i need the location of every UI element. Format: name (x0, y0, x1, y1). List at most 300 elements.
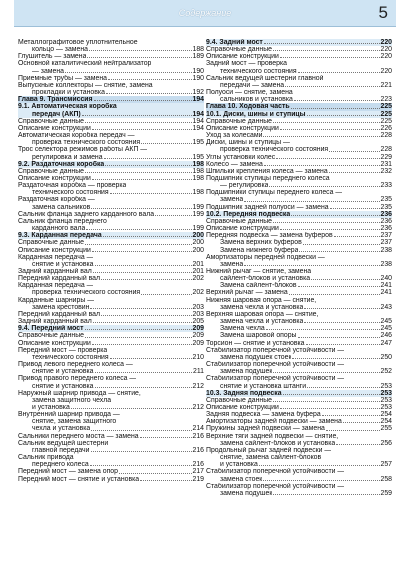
dot-leader (329, 151, 379, 152)
toc-entry-title: карданного вала (32, 225, 86, 233)
toc-entry-title: Подшипник задней полуоси — замена (206, 203, 329, 211)
toc-entry-title: технического состояния (32, 353, 109, 361)
toc-entry (18, 60, 204, 67)
toc-entry-title: Справочные данные (18, 167, 84, 175)
toc-page-number: 192 (192, 89, 204, 97)
toc-section-heading (18, 232, 204, 239)
toc-entry (18, 82, 204, 89)
toc-entry-title: и установка (220, 461, 258, 469)
toc-page-number: 225 (380, 103, 392, 111)
toc-entry (206, 268, 392, 275)
dot-leader (95, 387, 192, 388)
dot-leader (92, 344, 192, 345)
toc-page-number: 216 (192, 446, 204, 454)
toc-entry (18, 425, 204, 432)
toc-entry-title: — замена (32, 67, 65, 75)
toc-entry-title: регулировка и замена (32, 153, 103, 161)
toc-entry (18, 304, 204, 311)
dot-leader (89, 50, 191, 51)
toc-page-number: 240 (380, 275, 392, 283)
dot-leader (92, 179, 192, 180)
toc-entry-title: Справочные данные (18, 332, 84, 340)
toc-entry (206, 261, 392, 268)
toc-chapter-heading (18, 96, 204, 103)
toc-entry (206, 289, 392, 296)
toc-entry (206, 53, 392, 60)
toc-entry-title: Справочные данные (206, 117, 272, 125)
dot-leader (91, 451, 192, 452)
toc-entry-title: замена подушек стоек (220, 353, 292, 361)
toc-entry-title: 9.3. Карданная передача (18, 232, 102, 240)
toc-entry (206, 68, 392, 75)
toc-entry-title: Диски, шины и ступицы — (206, 139, 290, 147)
toc-page-number: 212 (192, 403, 204, 411)
dot-leader (106, 93, 192, 94)
toc-entry (18, 440, 204, 447)
dot-leader (155, 215, 191, 216)
toc-entry-title: Справочные данные (18, 239, 84, 247)
toc-page-number: 253 (380, 396, 392, 404)
toc-entry (18, 146, 204, 153)
dot-leader (103, 236, 192, 237)
toc-page-number: 236 (380, 210, 392, 218)
toc-entry (18, 139, 204, 146)
toc-entry (18, 247, 204, 254)
toc-page-number: 254 (380, 411, 392, 419)
toc-page-number: 202 (192, 275, 204, 283)
toc-entry (206, 368, 392, 375)
toc-entry-title: Замена шаровой опоры (220, 332, 297, 340)
toc-entry-title: Сальник фланца заднего карданного вала (18, 210, 155, 218)
header-title: Содержание (178, 8, 232, 18)
toc-entry-title: Описание конструкции (18, 246, 91, 254)
toc-entry (18, 390, 204, 397)
toc-page-number: 216 (192, 432, 204, 440)
toc-entry (18, 182, 204, 189)
toc-entry-title: Стабилизатор поперечной устойчивости — (206, 482, 345, 490)
dot-leader (343, 422, 380, 423)
toc-entry-title: Нижний рычаг — снятие, замена (206, 268, 312, 275)
dot-leader (280, 408, 380, 409)
toc-page-number: 229 (380, 153, 392, 161)
toc-entry (18, 433, 204, 440)
toc-entry (206, 96, 392, 103)
toc-entry (206, 375, 392, 382)
toc-entry-title: Торсион — снятие и установка (206, 339, 305, 347)
dot-leader (119, 473, 192, 474)
toc-entry-title: замена (220, 196, 244, 204)
toc-page-number: 235 (380, 203, 392, 211)
dot-leader (71, 408, 192, 409)
dot-leader (93, 272, 192, 273)
toc-section-heading (18, 161, 204, 168)
toc-page-number: 252 (380, 368, 392, 376)
toc-entry-title: Привод правого переднего колеса — (18, 375, 137, 383)
toc-entry-title: Стабилизатор поперечной устойчивости — (206, 375, 345, 383)
toc-page-number: 212 (192, 382, 204, 390)
dot-leader (266, 329, 380, 330)
toc-section-heading (206, 211, 392, 218)
toc-page-number: 198 (192, 167, 204, 175)
toc-entry (206, 454, 392, 461)
toc-entry (206, 189, 392, 196)
toc-entry-title: замена крестовин (32, 303, 90, 311)
toc-entry-title: Сальник привода (18, 454, 74, 462)
toc-page-number: 238 (380, 260, 392, 268)
toc-entry-title: замена сальников (32, 203, 91, 211)
dot-leader (95, 265, 192, 266)
toc-page-number: 220 (380, 46, 392, 54)
dot-leader (110, 358, 192, 359)
dot-leader (264, 43, 380, 44)
toc-page-number: 254 (380, 418, 392, 426)
toc-page-number: 190 (192, 67, 204, 75)
toc-entry (18, 39, 204, 46)
dot-leader (280, 57, 380, 58)
toc-page-number: 221 (380, 81, 392, 89)
toc-entry-title: Задний мост — проверка (206, 60, 287, 68)
toc-entry-title: Карданные шарниры — (18, 296, 95, 304)
toc-page-number: 241 (380, 289, 392, 297)
toc-entry-title: замена сайлент-блоков и установка (220, 439, 336, 447)
toc-entry-title: Раздаточная коробка — проверка (18, 182, 127, 190)
dot-leader (306, 344, 380, 345)
toc-entry (206, 46, 392, 53)
toc-page-number: 236 (380, 217, 392, 225)
toc-entry (206, 476, 392, 483)
dot-leader (110, 193, 192, 194)
toc-page-number: 220 (380, 67, 392, 75)
toc-page-number: 255 (380, 425, 392, 433)
toc-entry (206, 461, 392, 468)
dot-leader (273, 494, 379, 495)
toc-entry (18, 332, 204, 339)
toc-entry-title: сайлент-блоков и установка (220, 275, 311, 283)
dot-leader (273, 372, 379, 373)
toc-entry (206, 383, 392, 390)
toc-entry (18, 261, 204, 268)
toc-entry (18, 340, 204, 347)
dot-leader (273, 122, 380, 123)
toc-page-number: 259 (380, 489, 392, 497)
toc-entry-title: Замена нижнего буфера (220, 246, 299, 254)
toc-entry (206, 447, 392, 454)
toc-entry (206, 196, 392, 203)
dot-leader (291, 215, 379, 216)
toc-entry (18, 89, 204, 96)
toc-entry-title: Задний карданный вал (18, 268, 92, 275)
toc-page-number: 228 (380, 146, 392, 154)
toc-page-number: 238 (380, 246, 392, 254)
toc-entry (206, 225, 392, 232)
toc-entry-title: Металлографитовое уплотнительное (18, 39, 138, 46)
toc-entry (206, 397, 392, 404)
toc-page-number: 199 (192, 210, 204, 218)
toc-entry (18, 461, 204, 468)
toc-entry-title: Задний карданный вал (18, 318, 92, 326)
dot-leader (311, 279, 379, 280)
toc-entry-title: Передний мост — проверка (18, 346, 108, 354)
toc-entry-title: снятие и установка штанги (220, 382, 307, 390)
toc-page-number: 188 (192, 46, 204, 54)
toc-entry-title: 9.2. Раздаточная коробка (18, 160, 105, 168)
toc-entry-title: Наружный шарнир привода — снятие, (18, 389, 141, 397)
toc-entry (18, 361, 204, 368)
toc-entry (206, 118, 392, 125)
dot-leader (263, 136, 379, 137)
dot-leader (334, 236, 380, 237)
toc-entry-title: Подшипник ступицы переднего колеса (206, 174, 330, 182)
toc-entry (18, 375, 204, 382)
toc-entry-title: Привод левого переднего колеса — (18, 361, 133, 369)
page-number: 5 (378, 3, 388, 22)
toc-entry (18, 46, 204, 53)
dot-leader (101, 279, 191, 280)
toc-entry-title: Передний мост — замена опор (18, 468, 118, 476)
toc-entry-title: Уход за колесами (206, 132, 263, 140)
dot-leader (95, 372, 192, 373)
toc-entry-title: Передний карданный вал (18, 275, 101, 283)
toc-entry-title: Основной каталитический нейтрализатор (18, 60, 152, 68)
toc-page-number: 225 (380, 117, 392, 125)
toc-entry-title: Глава 10. Ходовая часть (206, 103, 290, 111)
toc-entry-title: проверка технического состояния (220, 146, 329, 154)
dot-leader (65, 72, 191, 73)
toc-entry (206, 175, 392, 182)
toc-entry (206, 404, 392, 411)
toc-entry (206, 440, 392, 447)
toc-page-number: 201 (192, 260, 204, 268)
toc-entry-title: 9.1. Автоматическая коробка (18, 103, 117, 111)
toc-page-number: 245 (380, 325, 392, 333)
toc-entry (18, 218, 204, 225)
toc-entry-title: Сальник ведущей шестерни (18, 439, 109, 447)
toc-entry-title: Раздаточная коробка — (18, 196, 95, 204)
toc-entry-title: снятие, замена сайлент-блоков (220, 454, 322, 462)
toc-page-number: 228 (380, 132, 392, 140)
toc-entry-title: передачи — замена (220, 81, 285, 89)
toc-entry-title: замена чехла и установка (220, 303, 304, 311)
toc-entry (18, 168, 204, 175)
dot-leader (283, 394, 380, 395)
toc-entry (206, 89, 392, 96)
dot-leader (280, 129, 380, 130)
dot-leader (298, 337, 380, 338)
toc-entry (18, 254, 204, 261)
toc-entry (206, 168, 392, 175)
dot-leader (141, 294, 191, 295)
toc-entry (206, 425, 392, 432)
toc-page-number: 199 (192, 225, 204, 233)
dot-leader (244, 265, 379, 266)
toc-page-number: 214 (192, 425, 204, 433)
toc-entry-title: — регулировка (220, 182, 269, 190)
toc-section-heading (18, 111, 204, 118)
toc-page-number: 247 (380, 339, 392, 347)
dot-leader (273, 222, 380, 223)
toc-entry (206, 433, 392, 440)
toc-entry (18, 282, 204, 289)
toc-section-heading (206, 390, 392, 397)
toc-entry-title: проверка технического состояния (32, 289, 141, 297)
toc-entry-title: Пружины задней подвески — замена (206, 425, 325, 433)
toc-entry-title: Шпильки крепления колеса — замена (206, 167, 328, 175)
toc-page-number: 233 (380, 182, 392, 190)
toc-entry-title: Передняя подвеска — замена буферов (206, 232, 333, 240)
toc-page-number: 232 (380, 167, 392, 175)
dot-leader (91, 208, 191, 209)
toc-section-heading (206, 39, 392, 46)
toc-entry-title: кольцо — замена (32, 46, 89, 54)
toc-entry-title: 10.3. Задняя подвеска (206, 389, 282, 397)
toc-page-number: 189 (192, 53, 204, 61)
toc-entry-title: Продольный рычаг задней подвески — (206, 446, 332, 454)
dot-leader (90, 465, 192, 466)
toc-entry (18, 154, 204, 161)
toc-right-column (206, 39, 392, 497)
toc-entry-title: Замена верхних буферов (220, 239, 302, 247)
toc-entry (206, 239, 392, 246)
toc-page-number: 219 (192, 475, 204, 483)
toc-page-number: 225 (380, 110, 392, 118)
toc-entry-title: Углы установки колес (206, 153, 276, 161)
toc-entry (206, 318, 392, 325)
toc-entry (206, 297, 392, 304)
toc-page-number: 257 (380, 461, 392, 469)
toc-page-number: 236 (380, 225, 392, 233)
dot-leader (303, 244, 380, 245)
toc-page-number: 217 (192, 468, 204, 476)
dot-leader (263, 480, 379, 481)
toc-entry (206, 254, 392, 261)
dot-leader (322, 415, 380, 416)
dot-leader (298, 72, 380, 73)
toc-entry (206, 161, 392, 168)
toc-chapter-heading (206, 103, 392, 110)
dot-leader (273, 401, 380, 402)
toc-entry-title: Описание конструкции (206, 124, 279, 132)
toc-entry (206, 490, 392, 497)
toc-entry (206, 218, 392, 225)
toc-entry (206, 139, 392, 146)
toc-entry (18, 411, 204, 418)
toc-page-number: 253 (380, 382, 392, 390)
toc-entry (206, 204, 392, 211)
toc-entry-title: замена чехла и установка (220, 318, 304, 326)
toc-page-number: 246 (380, 332, 392, 340)
dot-leader (273, 50, 380, 51)
toc-entry (206, 311, 392, 318)
dot-leader (291, 108, 380, 109)
toc-entry (18, 204, 204, 211)
toc-entry-title: чехла и установка (32, 425, 91, 433)
toc-page-number: 190 (192, 74, 204, 82)
toc-page-number: 243 (380, 303, 392, 311)
toc-entry-title: главной передачи (32, 446, 90, 454)
toc-entry (206, 325, 392, 332)
toc-entry (18, 318, 204, 325)
toc-page-number: 237 (380, 239, 392, 247)
dot-leader (94, 100, 192, 101)
toc-page-number: 250 (380, 353, 392, 361)
toc-page-number: 211 (193, 368, 204, 376)
dot-leader (104, 158, 192, 159)
toc-entry-title: замена подушек (220, 368, 273, 376)
toc-entry-title: Трос селектора режимов работы АКП — (18, 146, 148, 154)
toc-entry-title: Справочные данные (206, 46, 272, 54)
dot-leader (85, 329, 192, 330)
dot-leader (326, 430, 380, 431)
toc-entry (18, 75, 204, 82)
toc-entry (206, 354, 392, 361)
toc-entry (206, 304, 392, 311)
toc-page-number: 205 (192, 318, 204, 326)
toc-entry-title: Описание конструкции (206, 403, 279, 411)
toc-page-number: 223 (380, 96, 392, 104)
toc-entry (206, 182, 392, 189)
toc-page-number: 209 (192, 332, 204, 340)
toc-entry-title: Сальник фланца переднего (18, 217, 107, 225)
toc-entry (18, 289, 204, 296)
toc-entry (18, 68, 204, 75)
toc-entry-title: технического состояния (32, 189, 109, 197)
toc-entry (206, 332, 392, 339)
page-header (14, 0, 396, 27)
dot-leader (141, 143, 191, 144)
toc-entry-title: Описание конструкции (18, 124, 91, 132)
toc-page-number: 231 (380, 160, 392, 168)
toc-entry (18, 225, 204, 232)
toc-entry (18, 125, 204, 132)
dot-leader (101, 315, 191, 316)
dot-leader (280, 229, 380, 230)
toc-entry-title: Внутренний шарнир привода — (18, 411, 120, 419)
toc-entry (206, 275, 392, 282)
toc-page-number: 200 (192, 239, 204, 247)
dot-leader (85, 122, 192, 123)
dot-leader (299, 251, 379, 252)
toc-entry-title: Колесо — замена (206, 160, 263, 168)
dot-leader (294, 100, 380, 101)
toc-page-number: 200 (192, 246, 204, 254)
toc-left-column (18, 39, 204, 483)
dot-leader (85, 244, 192, 245)
toc-entry (206, 75, 392, 82)
toc-entry (18, 418, 204, 425)
dot-leader (259, 465, 380, 466)
toc-entry (18, 297, 204, 304)
dot-leader (91, 430, 191, 431)
toc-page-number: 199 (192, 203, 204, 211)
dot-leader (292, 358, 379, 359)
toc-page-number: 202 (192, 289, 204, 297)
toc-page-number: 253 (380, 403, 392, 411)
toc-entry (18, 454, 204, 461)
dot-leader (289, 294, 380, 295)
toc-entry-title: Описание конструкции (18, 339, 91, 347)
dot-leader (108, 79, 192, 80)
dot-leader (307, 387, 379, 388)
toc-page-number: 241 (380, 282, 392, 290)
toc-entry-title: Описание конструкции (18, 174, 91, 182)
toc-entry-title: замена подушек (220, 489, 273, 497)
toc-section-heading (18, 103, 204, 110)
toc-page-number: 198 (192, 160, 204, 168)
toc-entry-title: замена стоек (220, 475, 263, 483)
toc-entry (206, 125, 392, 132)
toc-entry-title: Амортизаторы передней подвески — (206, 253, 325, 261)
dot-leader (264, 165, 380, 166)
